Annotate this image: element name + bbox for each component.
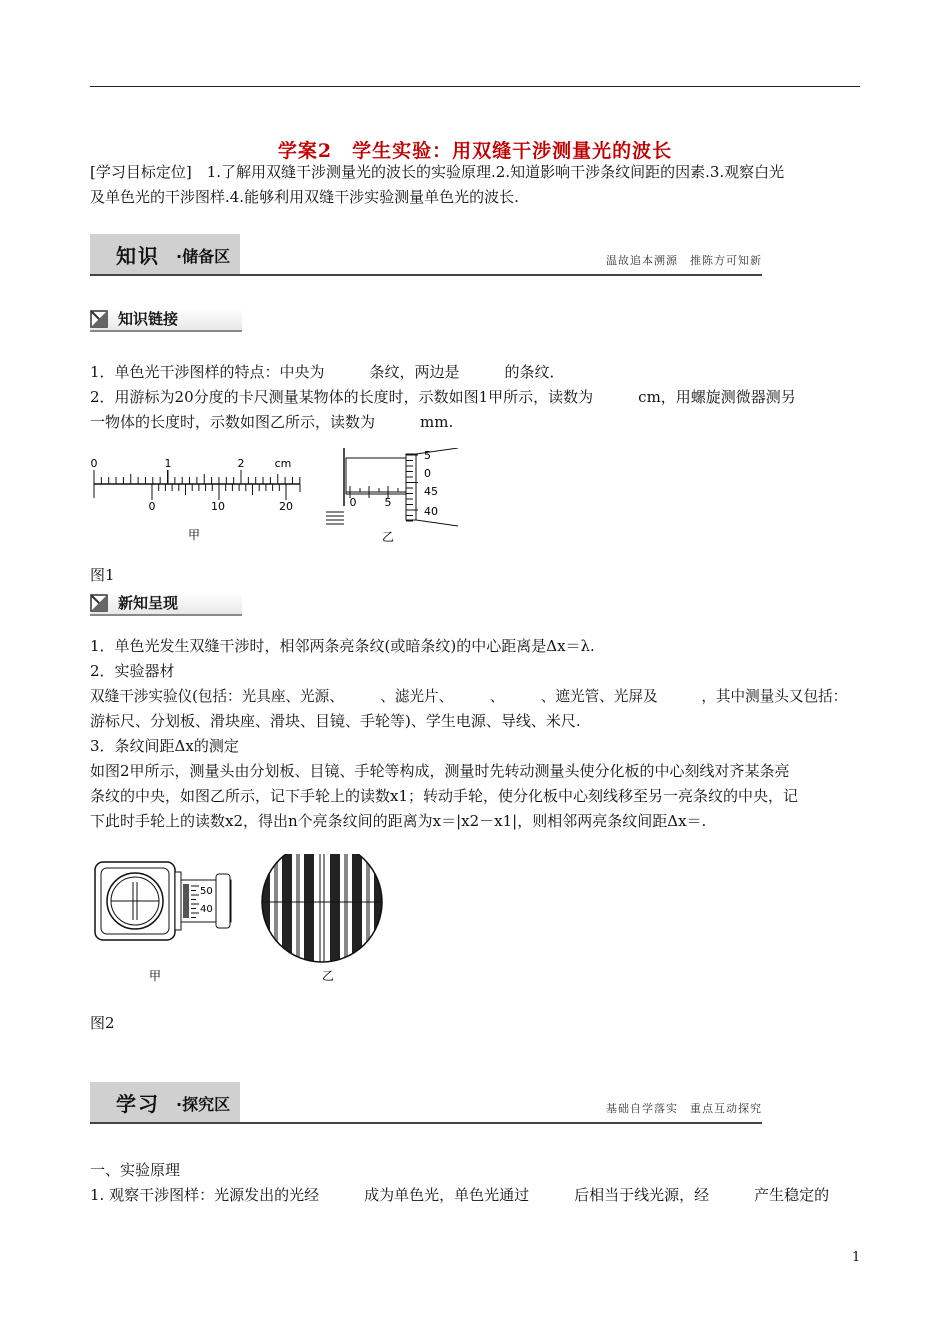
section-banner-study — [90, 1082, 762, 1124]
new-2-line-1: 双缝干涉实验仪(包括：光具座、光源、 、滤光片、 、 、遮光管、光屏及 ，其中测量头又包括： — [90, 688, 848, 705]
new-3-line-3: 下此时手轮上的读数x2，得出n个亮条纹间的距离为x＝|x2－x1|，则相邻两亮条纹间距Δx＝. — [90, 812, 707, 830]
objectives-line-2: 及单色光的干涉图样.4.能够利用双缝干涉实验测量单色光的波长. — [90, 188, 519, 206]
fringe-band — [262, 854, 270, 962]
principle-heading: 一、实验原理 — [90, 1161, 181, 1179]
fringe-band — [366, 854, 370, 962]
corner-marker-icon — [90, 310, 110, 328]
banner-title: 学习 — [116, 1092, 160, 1116]
section-banner-knowledge — [90, 234, 762, 276]
drum-mark-label: 40 — [200, 904, 213, 915]
figure-1-yi-label: 乙 — [381, 530, 395, 544]
figure-2-yi-label: 乙 — [321, 969, 335, 983]
page-title: 学案2 学生实验：用双缝干涉测量光的波长 — [277, 140, 673, 162]
figure-2 — [92, 854, 392, 989]
vernier-caliper — [91, 457, 301, 542]
micrometer — [326, 448, 458, 544]
page-number: 1 — [852, 1250, 861, 1265]
corner-marker-icon — [90, 594, 110, 612]
banner-slogan: 温故追本溯源 推陈方可知新 — [606, 254, 762, 267]
question-2-line-1: 2．用游标为20分度的卡尺测量某物体的长度时，示数如图1甲所示，读数为 cm，用螺旋测微器测另 — [90, 388, 796, 406]
sub-banner-new-knowledge — [90, 592, 242, 616]
figure-1-caption: 图1 — [90, 566, 115, 584]
caliper-main-label: 2 — [237, 457, 245, 470]
fringe-band — [274, 854, 278, 962]
interference-view — [262, 854, 382, 983]
fringe-band — [304, 854, 314, 962]
fringe-band — [374, 854, 382, 962]
banner-rule — [90, 1122, 762, 1124]
fringe-band — [352, 854, 362, 962]
figure-2-jia-label: 甲 — [148, 969, 162, 983]
caliper-vernier-label: 20 — [279, 500, 293, 513]
figure-1-jia-label: 甲 — [187, 528, 201, 542]
banner-subtitle: ·储备区 — [176, 247, 231, 266]
caliper-vernier-label: 10 — [211, 500, 225, 513]
micrometer-thimble-label: 45 — [424, 485, 438, 498]
sub-banner-label: 知识链接 — [118, 310, 179, 328]
measuring-head — [95, 862, 231, 983]
new-2-line-2: 游标尺、分划板、滑块座、滑块、目镜、手轮等)、学生电源、导线、米尺. — [90, 712, 581, 730]
new-3: 3．条纹间距Δx的测定 — [90, 737, 239, 755]
caliper-main-label: 1 — [164, 457, 172, 470]
micrometer-thimble-label: 5 — [424, 449, 431, 462]
banner-rule — [90, 274, 762, 276]
caliper-unit-label: cm — [274, 457, 292, 470]
banner-slogan: 基础自学落实 重点互动探究 — [606, 1102, 762, 1115]
caliper-main-label: 0 — [90, 457, 98, 470]
micrometer-thimble-label: 0 — [424, 467, 431, 480]
banner-subtitle: ·探究区 — [176, 1095, 231, 1114]
new-3-line-2: 条纹的中央，如图乙所示，记下手轮上的读数x1；转动手轮，使分化板中心刻线移至另一亮条纹的中央，记 — [90, 787, 799, 805]
sub-banner-label: 新知呈现 — [118, 594, 179, 612]
new-2: 2．实验器材 — [90, 662, 175, 680]
drum-mark-label: 50 — [200, 886, 213, 897]
new-3-line-1: 如图2甲所示，测量头由分划板、目镜、手轮等构成，测量时先转动测量头使分化板的中心刻线对齐某条亮 — [90, 762, 790, 780]
principle-1: 1. 观察干涉图样：光源发出的光经 成为单色光，单色光通过 后相当于线光源，经 产生稳定的 — [90, 1186, 830, 1204]
question-1: 1．单色光干涉图样的特点：中央为 条纹，两边是 的条纹． — [90, 363, 565, 381]
objectives-line-1: [学习目标定位] 1.了解用双缝干涉测量光的波长的实验原理.2.知道影响干涉条纹间距的因素.3.观察白光 — [90, 163, 785, 181]
header-rule — [90, 86, 860, 87]
banner-tab — [90, 1082, 240, 1122]
question-2-line-2: 一物体的长度时，示数如图乙所示，读数为 mm. — [90, 413, 454, 431]
caliper-vernier-label: 0 — [148, 500, 156, 513]
figure-2-caption: 图2 — [90, 1014, 115, 1032]
sub-banner-knowledge-link — [90, 308, 242, 332]
fringe-band — [330, 854, 340, 962]
micrometer-sleeve-label: 0 — [349, 496, 357, 509]
banner-tab — [90, 234, 240, 274]
banner-title: 知识 — [116, 244, 160, 268]
micrometer-sleeve-label: 5 — [384, 496, 392, 509]
figure-1 — [88, 448, 488, 548]
micrometer-thimble-label: 40 — [424, 505, 438, 518]
fringe-band — [282, 854, 292, 962]
new-1: 1．单色光发生双缝干涉时，相邻两条亮条纹(或暗条纹)的中心距离是Δx＝λ. — [90, 637, 595, 655]
fringe-band — [296, 854, 300, 962]
fringe-band — [344, 854, 348, 962]
